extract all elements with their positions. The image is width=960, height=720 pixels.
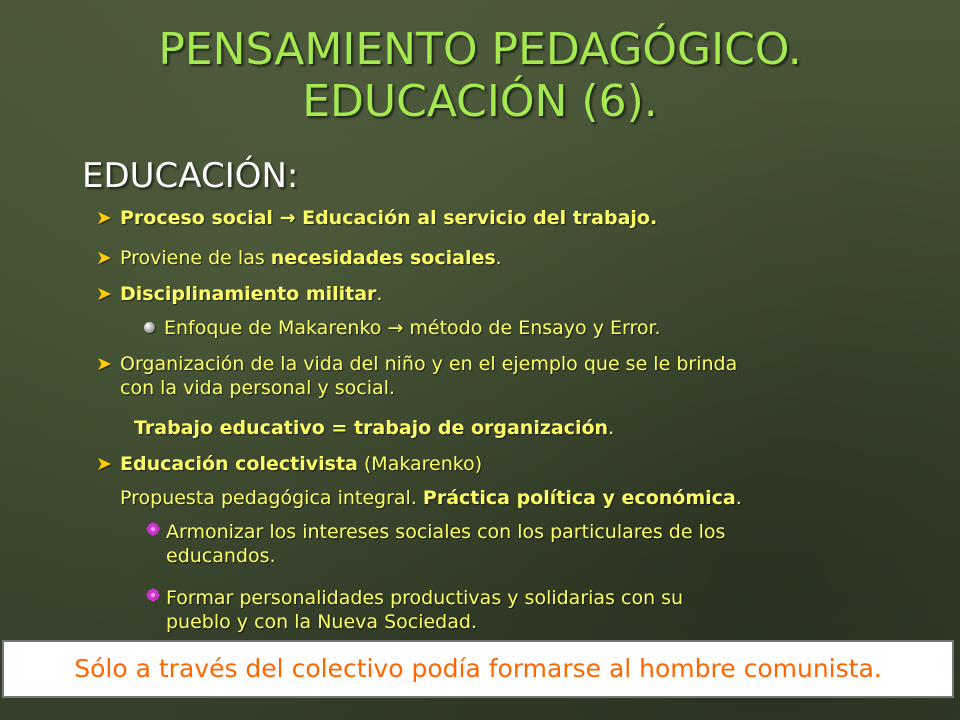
bullet-text: Enfoque de Makarenko: [164, 317, 388, 339]
bullet-text-bold: Disciplinamiento militar: [120, 283, 377, 305]
sphere-bullet-icon: [144, 322, 155, 333]
quote-banner: Sólo a través del colectivo podía formarse al hombre comunista.: [2, 640, 954, 698]
bullet-text-bold: Trabajo educativo: [134, 417, 325, 439]
bullet-text: .: [495, 247, 502, 269]
bullet-text: Proceso social: [120, 207, 280, 229]
bullet-necesidades: [120, 246, 502, 270]
bullet-text-bold: Educación colectivista: [120, 453, 358, 475]
subbullet-formar-l2: pueblo y con la Nueva Sociedad.: [166, 611, 477, 633]
subbullet-armonizar-l1: Armonizar los intereses sociales con los particulares de los: [166, 521, 726, 543]
arrow-icon: →: [279, 207, 296, 229]
arrow-bullet-icon: ➤: [96, 207, 112, 229]
bullet-text: Educación al servicio del trabajo.: [295, 207, 658, 229]
bullet-text-bold: Práctica política y económica: [422, 487, 736, 509]
bullet-organizacion-l1: Organización de la vida del niño y en el ejemplo que se le brinda: [120, 353, 738, 375]
bullet-text-bold: =: [324, 417, 354, 439]
propuesta-line: [120, 486, 742, 510]
arrow-bullet-icon: ➤: [96, 283, 112, 305]
bullet-colectivista: [120, 452, 482, 476]
arrow-bullet-icon: ➤: [96, 247, 112, 269]
flower-bullet-icon: [146, 522, 160, 536]
subbullet-formar-l1: Formar personalidades productivas y solidarias con su: [166, 587, 684, 609]
bullet-organizacion-l2: con la vida personal y social.: [120, 377, 395, 399]
bullet-text: Proviene de las: [120, 247, 271, 269]
arrow-bullet-icon: ➤: [96, 453, 112, 475]
section-heading: EDUCACIÓN:: [82, 156, 299, 196]
bullet-disciplinamiento: [120, 282, 382, 306]
bullet-text-bold: trabajo de organización: [353, 417, 609, 439]
slide-title-line1: PENSAMIENTO PEDAGÓGICO.: [158, 24, 802, 75]
bullet-text-bold: necesidades sociales: [270, 247, 496, 269]
subbullet-makarenko: [164, 316, 661, 340]
slide-title-line2: EDUCACIÓN (6).: [302, 76, 658, 127]
bullet-text: (Makarenko): [357, 453, 483, 475]
bullet-text: .: [376, 283, 383, 305]
bullet-text: .: [608, 417, 615, 439]
bullet-proceso-social: [120, 206, 657, 230]
flower-bullet-icon: [146, 588, 160, 602]
trabajo-educativo-line: [134, 416, 614, 440]
bullet-text: método de Ensayo y Error.: [403, 317, 661, 339]
arrow-bullet-icon: ➤: [96, 353, 112, 375]
bullet-text: Propuesta pedagógica integral.: [120, 487, 423, 509]
bullet-text: .: [735, 487, 742, 509]
subbullet-armonizar-l2: educandos.: [166, 545, 276, 567]
arrow-icon: →: [387, 317, 404, 339]
